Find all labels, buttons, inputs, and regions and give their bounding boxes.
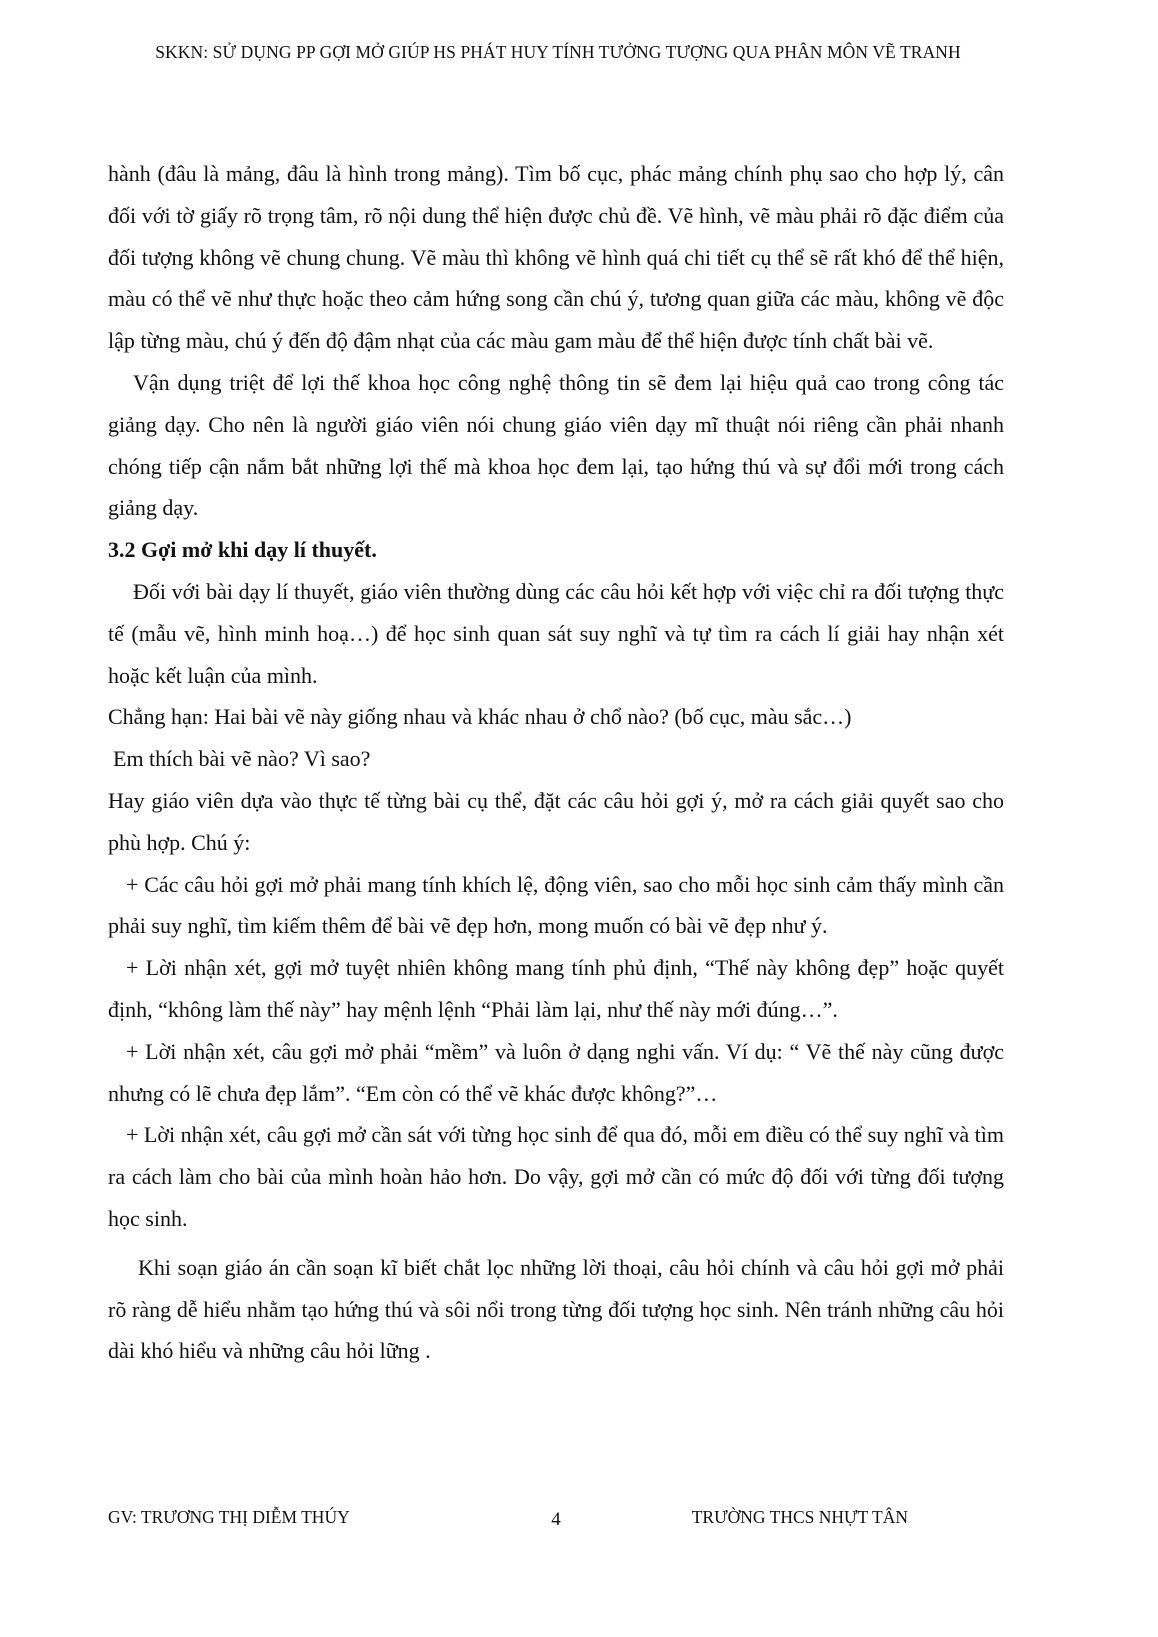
bullet-4: + Lời nhận xét, câu gợi mở cần sát với từng học sinh để qua đó, mỗi em điều có thể suy nghĩ và tìm ra cách làm cho bài của mình hoàn hảo hơn. Do vậy, gợi mở cần có mức độ đối với từng đối tượng học sinh. (108, 1122, 1004, 1231)
paragraph-2: Vận dụng triệt để lợi thế khoa học công nghệ thông tin sẽ đem lại hiệu quả cao trong công tác giảng dạy. Cho nên là người giáo viên nói chung giáo viên dạy mĩ thuật nói riêng cần phải nhanh chóng tiếp cận nắm bắt những lợi thế mà khoa học đem lại, tạo hứng thú và sự đổi mới trong cách giảng dạy. (108, 369, 1004, 521)
document-body (108, 153, 1004, 1372)
section-title: 3.2 Gợi mở khi dạy lí thuyết. (108, 537, 377, 563)
paragraph-6: Hay giáo viên dựa vào thực tế từng bài cụ thể, đặt các câu hỏi gợi ý, mở ra cách giải quyết sao cho phù hợp. Chú ý: (108, 787, 1004, 855)
paragraph-4: Chẳng hạn: Hai bài vẽ này giống nhau và khác nhau ở chổ nào? (bố cục, màu sắc…) (108, 704, 852, 730)
paragraph-3: Đối với bài dạy lí thuyết, giáo viên thường dùng các câu hỏi kết hợp với việc chỉ ra đối tượng thực tế (mẫu vẽ, hình minh hoạ…) để học sinh quan sát suy nghĩ và tự tìm ra cách lí giải hay nhận xét hoặc kết luận của mình. (108, 578, 1004, 688)
bullet-2: + Lời nhận xét, gợi mở tuyệt nhiên không mang tính phủ định, “Thế này không đẹp” hoặc quyết định, “không làm thế này” hay mệnh lệnh “Phải làm lại, như thế này mới đúng…”. (108, 955, 1004, 1022)
page-number: 4 (551, 1509, 561, 1530)
paragraph-1: hành (đâu là mảng, đâu là hình trong mảng). Tìm bố cục, phác mảng chính phụ sao cho hợp lý, cân đối với tờ giấy rõ trọng tâm, rõ nội dung thể hiện được chủ đề. Vẽ hình, vẽ màu phải rõ đặc điểm của đối tượng không vẽ chung chung. Vẽ màu thì không vẽ hình quá chi tiết cụ thể sẽ rất khó để thể hiện, màu có thể vẽ như thực hoặc theo cảm hứng song cần chú ý, tương quan giữa các màu, không vẽ độc lập từng màu, chú ý đến độ đậm nhạt của các màu gam màu để thể hiện được tính chất bài vẽ. (108, 161, 1004, 354)
page-header: SKKN: SỬ DỤNG PP GỢI MỞ GIÚP HS PHÁT HUY TÍNH TƯỞNG TƯỢNG QUA PHÂN MÔN VẼ TRANH (155, 42, 961, 62)
bullet-3: + Lời nhận xét, câu gợi mở phải “mềm” và luôn ở dạng nghi vấn. Ví dụ: “ Vẽ thế này cũng được nhưng có lẽ chưa đẹp lắm”. “Em còn có thể vẽ khác được không?”… (108, 1038, 1004, 1106)
footer-school: TRƯỜNG THCS NHỰT TÂN (691, 1507, 908, 1527)
bullet-1: + Các câu hỏi gợi mở phải mang tính khích lệ, động viên, sao cho mỗi học sinh cảm thấy mình cần phải suy nghĩ, tìm kiếm thêm để bài vẽ đẹp hơn, mong muốn có bài vẽ đẹp như ý. (108, 871, 1004, 939)
paragraph-5: Em thích bài vẽ nào? Vì sao? (113, 746, 371, 772)
paragraph-7: Khi soạn giáo án cần soạn kĩ biết chắt lọc những lời thoại, câu hỏi chính và câu hỏi gợi mở phải rõ ràng dễ hiểu nhằm tạo hứng thú và sôi nổi trong từng đối tượng học sinh. Nên tránh những câu hỏi dài khó hiểu và những câu hỏi lững . (108, 1254, 1004, 1364)
page-footer (108, 1507, 1004, 1529)
footer-author: GV: TRƯƠNG THỊ DIỄM THÚY (108, 1507, 350, 1527)
